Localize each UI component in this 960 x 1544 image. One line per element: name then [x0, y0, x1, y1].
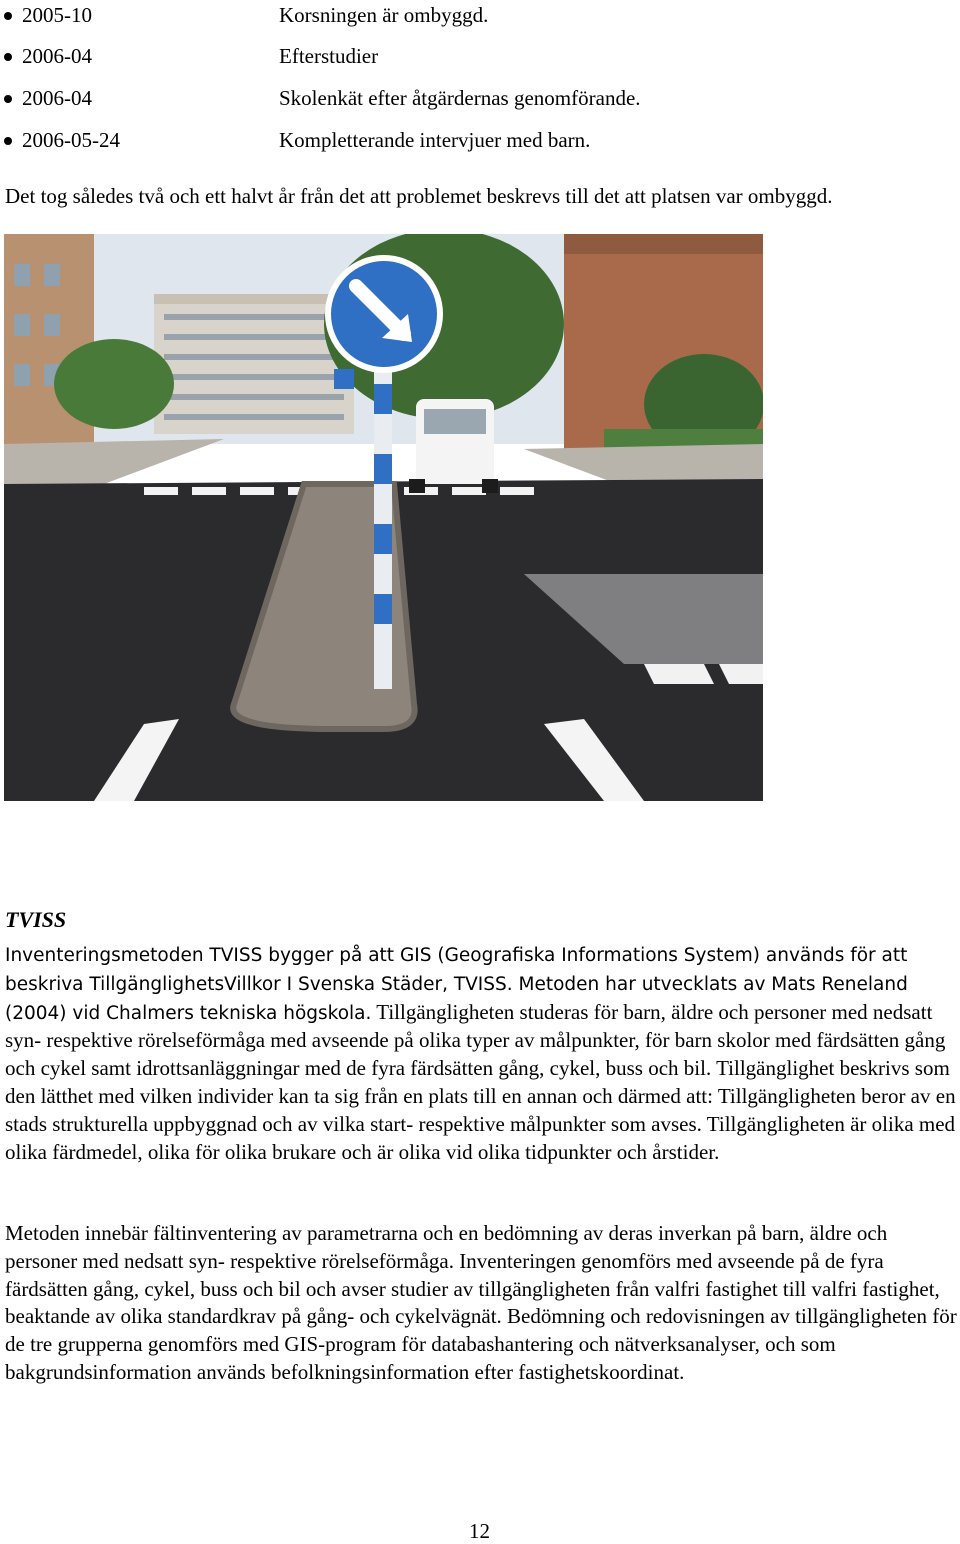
timeline-date: 2006-04: [22, 44, 92, 68]
bullet-icon: [4, 137, 12, 145]
intro-sentence: Det tog således två och ett halvt år från det att problemet beskrevs till det att platsen var ombyggd.: [5, 184, 833, 208]
paragraph-tviss-intro: [5, 941, 960, 1166]
timeline-text: Efterstudier: [279, 44, 379, 68]
bullet-icon: [4, 12, 12, 20]
timeline-date: 2006-05-24: [22, 128, 120, 152]
section-heading: TVISS: [5, 907, 67, 932]
page-number: 12: [469, 1519, 490, 1543]
paragraph-tviss-intro-part1: Inventeringsmetoden TVISS bygger på att GIS (Geografiska Informations System) används för att beskriva TillgänglighetsVillkor I Svenska Städer, TVISS. Metoden har utvecklats av Mats Reneland (2004) vid Chalmers tekniska högskola.: [5, 945, 908, 1024]
timeline-text: Skolenkät efter åtgärdernas genomförande.: [279, 86, 641, 110]
intersection-photo-illustration: [4, 234, 763, 801]
bullet-icon: [4, 53, 12, 61]
intersection-photo: [4, 234, 763, 801]
paragraph-tviss-intro-part2: Tillgängligheten studeras för barn, äldre och personer med nedsatt syn- respektive rörelseförmåga med avseende på olika typer av målpunkter, för barn skolor med färdsätten gång och cykel samt idrottsanläggningar med de fyra färdsätten gång, cykel, buss och bil. Tillgänglighet beskrivs som den lätthet med vilken individer kan ta sig från en plats till en annan och därmed att: Tillgängligheten beror av en stads strukturella uppbyggnad och av vilka start- respektive målpunkter som avses. Tillgängligheten är olika med olika färdmedel, olika för olika brukare och är olika vid olika tidpunkter och årstider.: [5, 999, 956, 1164]
bullet-icon: [4, 95, 12, 103]
timeline-date: 2006-04: [22, 86, 92, 110]
paragraph-method: Metoden innebär fältinventering av parametrarna och en bedömning av deras inverkan på barn, äldre och personer med nedsatt syn- respektive rörelseförmåga. Inventeringen genomförs med avseende på de fyra färdsätten gång, cykel, buss och bil och avser studier av tillgängligheten från valfri fastighet till valfri fastighet, beaktande av olika standardkrav på gång- och cykelvägnät. Bedömning och redovisningen av tillgängligheten för de tre grupperna genomförs med GIS-program för databashantering och nätverksanalyser, och som bakgrundsinformation används befolkningsinformation efter fastighetskoordinat.: [5, 1221, 957, 1384]
timeline-text: Korsningen är ombyggd.: [279, 3, 489, 27]
timeline-date: 2005-10: [22, 3, 92, 27]
timeline-text: Kompletterande intervjuer med barn.: [279, 128, 591, 152]
